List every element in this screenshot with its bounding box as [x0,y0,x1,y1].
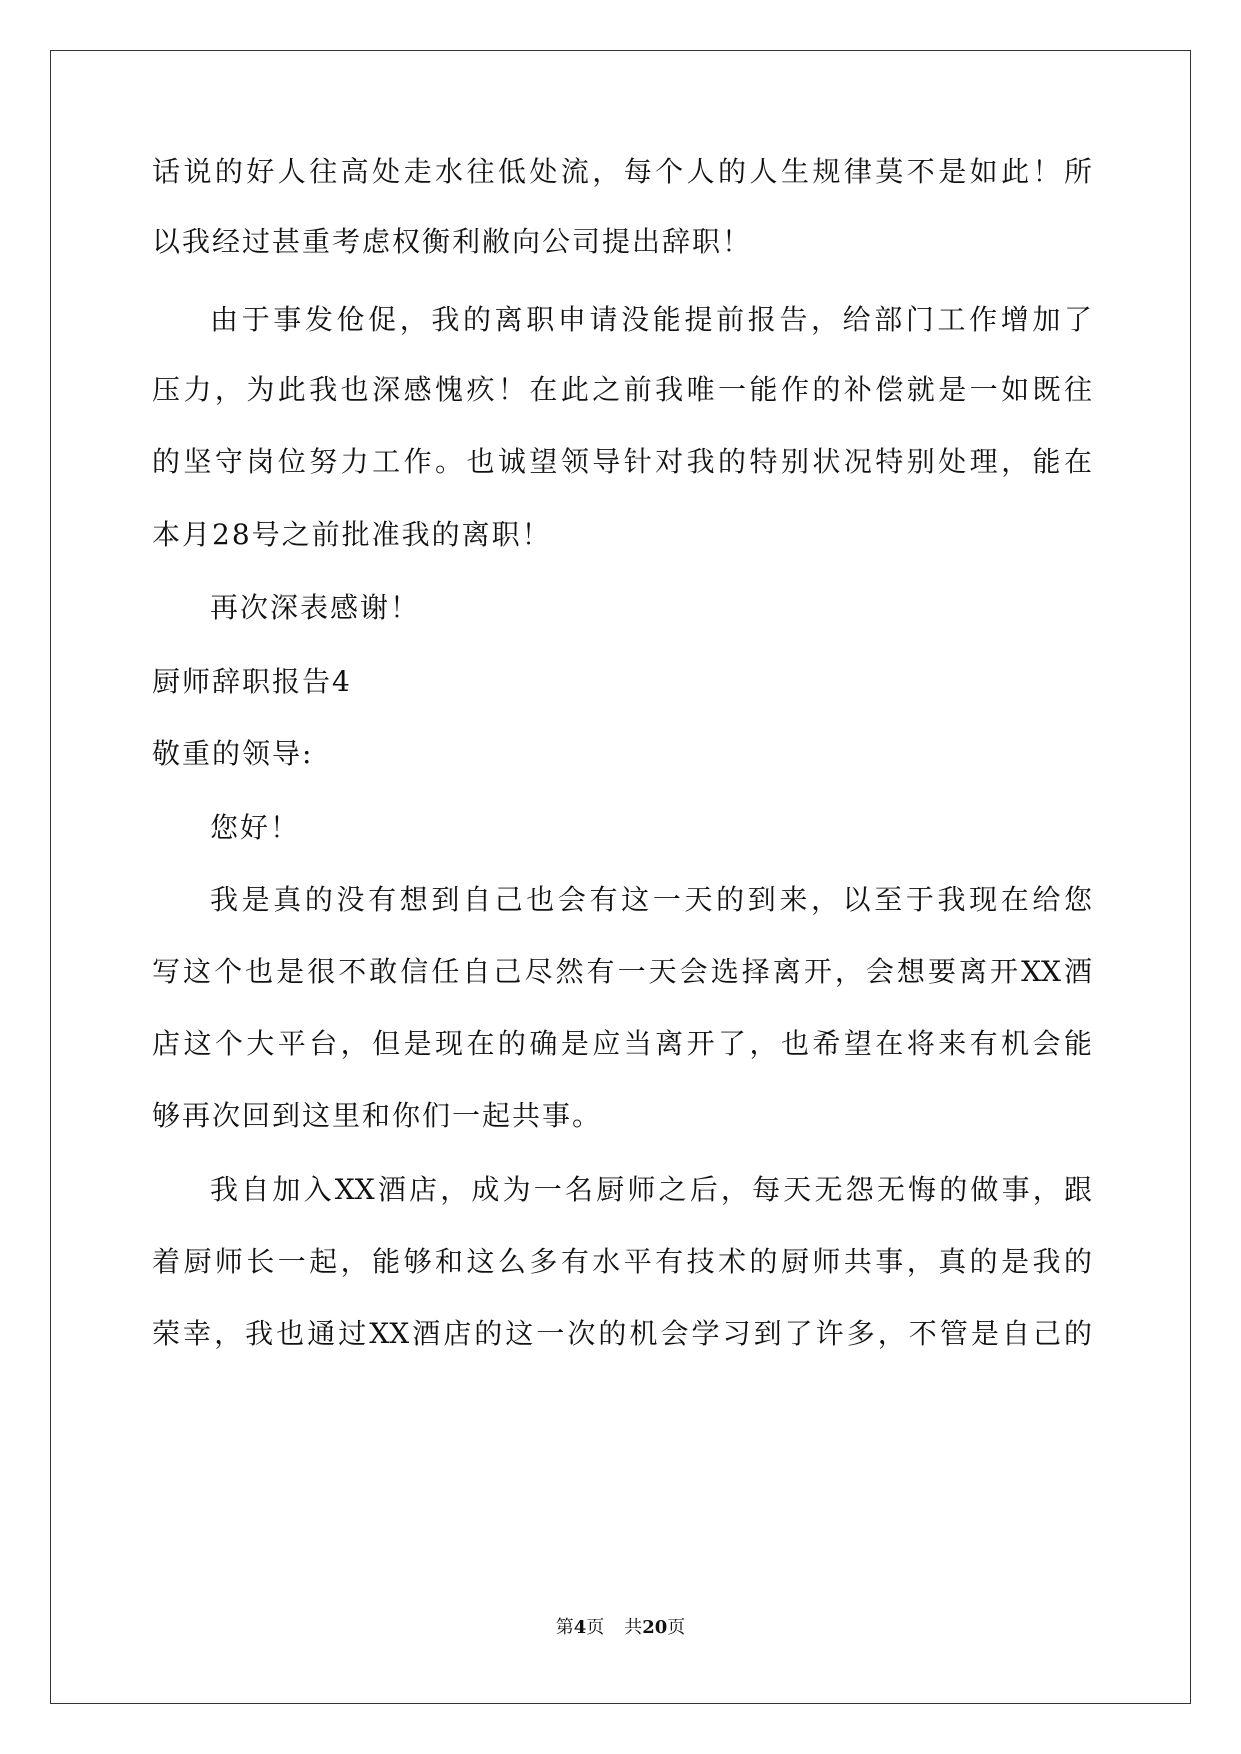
page-footer [0,1616,1241,1640]
paragraph-first-line: 我是真的没有想到自己也会有这一天的到来，以至于我现在给您 [210,883,1092,916]
text-line: 话说的好人往高处走水往低处流，每个人的人生规律莫不是如此！所 [152,155,1092,188]
paragraph-first-line: 由于事发伧促，我的离职申请没能提前报告，给部门工作增加了 [210,303,1092,336]
text-line: 以我经过甚重考虑权衡利敝向公司提出辞职！ [152,225,753,258]
text-line: 店这个大平台，但是现在的确是应当离开了，也希望在将来有机会能 [152,1027,1092,1060]
text-line: 荣幸，我也通过XX酒店的这一次的机会学习到了许多，不管是自己的 [152,1317,1092,1350]
text-line: 写这个也是很不敢信任自己尽然有一天会选择离开，会想要离开XX酒 [152,955,1092,988]
text-line: 压力，为此我也深感愧疚！在此之前我唯一能作的补偿就是一如既往 [152,373,1092,406]
total-suffix: 页 [667,1617,686,1638]
page-border [50,50,1191,1704]
total-pages: 20 [642,1617,668,1638]
text-line: 够再次回到这里和你们一起共事。 [152,1099,603,1132]
salutation: 敬重的领导: [152,737,314,770]
paragraph-first-line: 我自加入XX酒店，成为一名厨师之后，每天无怨无悔的做事，跟 [210,1173,1092,1206]
page-suffix: 页 [586,1617,605,1638]
greeting: 您好！ [210,811,301,844]
page-prefix: 第 [555,1617,574,1638]
text-line: 本月28号之前批准我的离职！ [152,518,552,551]
total-prefix: 共 [624,1617,643,1638]
page-number: 4 [573,1617,587,1638]
paragraph-first-line: 再次深表感谢！ [210,591,421,624]
text-line: 的坚守岗位努力工作。也诚望领导针对我的特别状况特别处理，能在 [152,445,1092,478]
text-line: 着厨师长一起，能够和这么多有水平有技术的厨师共事，真的是我的 [152,1245,1092,1278]
section-heading: 厨师辞职报告4 [152,665,352,698]
